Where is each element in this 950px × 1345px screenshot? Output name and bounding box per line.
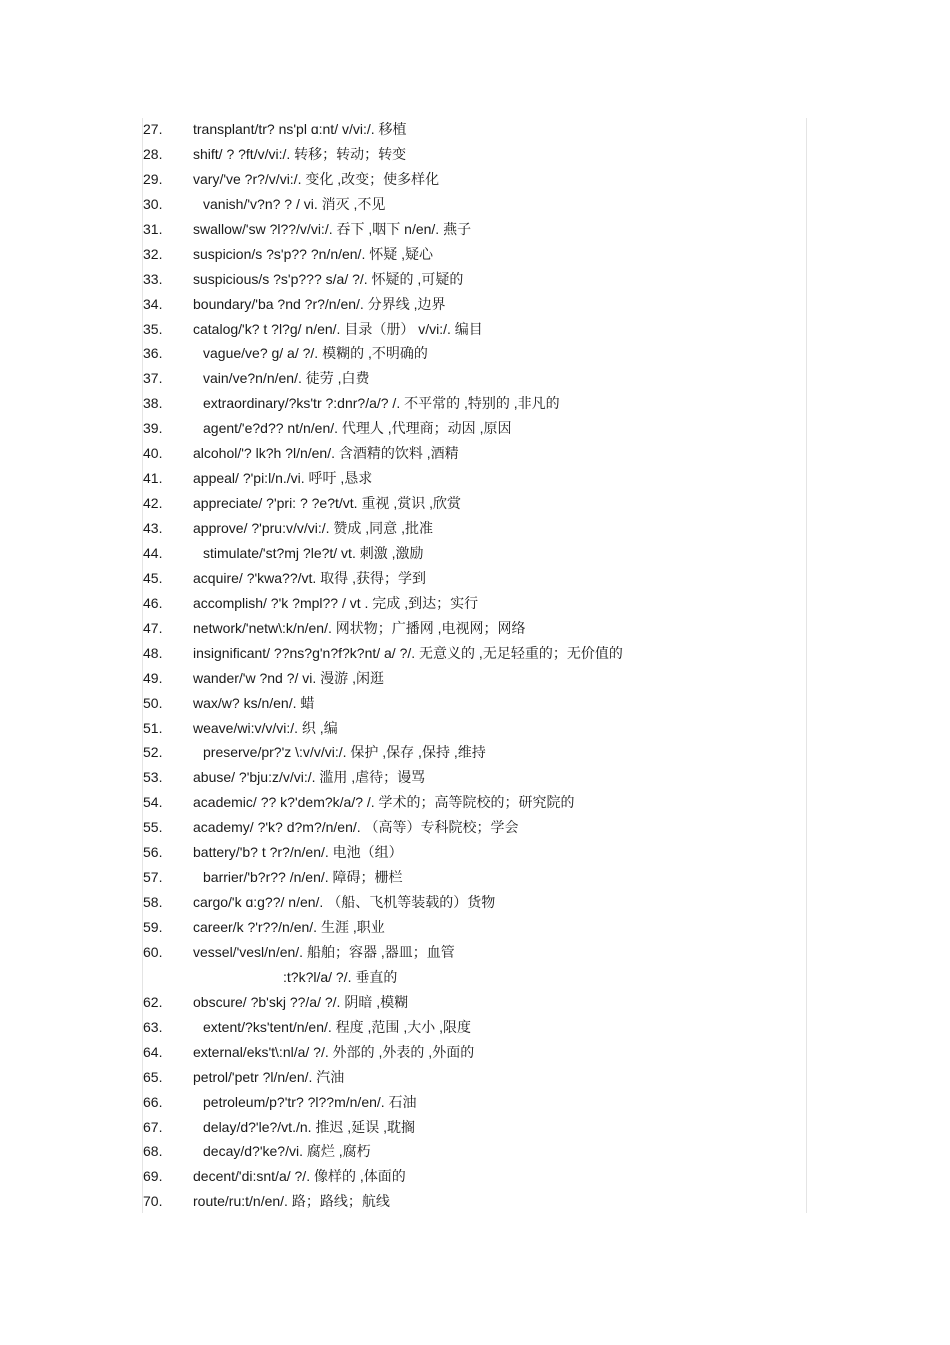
- vocab-entry: [143, 1040, 803, 1065]
- entry-number: 42.: [143, 495, 163, 512]
- entry-number: 36.: [143, 345, 163, 362]
- vocab-entry: [143, 865, 803, 890]
- vocab-entry: [143, 940, 803, 965]
- entry-number: 69.: [143, 1168, 163, 1185]
- entry-text: barrier/'b?r?? /n/en/. 障碍；栅栏: [203, 869, 403, 886]
- entry-number: 58.: [143, 894, 163, 911]
- entry-number: 68.: [143, 1143, 163, 1160]
- vocab-entry: [143, 167, 803, 192]
- vocab-entry: [143, 566, 803, 591]
- vocab-entry: [143, 317, 803, 342]
- vocab-entry: [143, 142, 803, 167]
- entry-number: 27.: [143, 121, 163, 137]
- entry-number: 39.: [143, 420, 163, 437]
- entry-number: 52.: [143, 744, 163, 761]
- entry-text: wander/'w ?nd ?/ vi. 漫游 ,闲逛: [193, 669, 384, 686]
- entry-number: 37.: [143, 370, 163, 387]
- entry-text: petrol/'petr ?l/n/en/. 汽油: [193, 1068, 345, 1085]
- entry-text: vessel/'vesl/n/en/. 船舶；容器 ,器皿；血管: [193, 943, 455, 960]
- vocab-entry: [143, 691, 803, 716]
- entry-number: 45.: [143, 569, 163, 586]
- entry-number: 34.: [143, 295, 163, 312]
- vocab-entry: [143, 591, 803, 616]
- entry-text: decay/d?'ke?/vi. 腐烂 ,腐朽: [203, 1143, 371, 1160]
- vocabulary-list: [143, 117, 803, 1214]
- entry-number: 67.: [143, 1118, 163, 1135]
- entry-text: agent/'e?d?? nt/n/en/. 代理人 ,代理商；动因 ,原因: [203, 420, 512, 437]
- entry-text: acquire/ ?'kwa??/vt. 取得 ,获得；学到: [193, 569, 426, 586]
- entry-number: 59.: [143, 919, 163, 935]
- vocab-entry: [143, 1139, 803, 1164]
- entry-number: 31.: [143, 220, 163, 237]
- entry-number: 66.: [143, 1093, 163, 1110]
- entry-number: 32.: [143, 245, 163, 262]
- entry-number: 28.: [143, 145, 163, 162]
- entry-number: 49.: [143, 669, 163, 686]
- entry-text: academic/ ?? k?'dem?k/a/? /. 学术的；高等院校的；研究院的: [193, 794, 575, 811]
- entry-text: career/k ?'r??/n/en/. 生涯 ,职业: [193, 919, 385, 935]
- vocab-entry: [143, 1065, 803, 1090]
- entry-text: catalog/'k? t ?l?g/ n/en/. 目录（册） v/vi:/. 编目: [193, 320, 483, 337]
- vocab-entry: [143, 516, 803, 541]
- entry-number: 43.: [143, 520, 163, 536]
- entry-text: stimulate/'st?mj ?le?t/ vt. 刺激 ,激励: [203, 544, 424, 561]
- entry-text: vague/ve? g/ a/ ?/. 模糊的 ,不明确的: [203, 345, 428, 362]
- vocab-entry: [143, 391, 803, 416]
- entry-text: decent/'di:snt/a/ ?/. 像样的 ,体面的: [193, 1168, 406, 1185]
- entry-text: obscure/ ?b'skj ??/a/ ?/. 阴暗 ,模糊: [193, 993, 409, 1010]
- entry-text: route/ru:t/n/en/. 路；路线；航线: [193, 1193, 390, 1210]
- entry-text: external/eks't\:nl/a/ ?/. 外部的 ,外表的 ,外面的: [193, 1043, 475, 1060]
- entry-number: 47.: [143, 619, 163, 636]
- vocab-entry: [143, 990, 803, 1015]
- vocab-entry: [143, 267, 803, 292]
- entry-number: 60.: [143, 943, 163, 960]
- vocab-entry: [143, 641, 803, 666]
- entry-text: battery/'b? t ?r?/n/en/. 电池（组）: [193, 844, 403, 861]
- vocab-entry: [143, 890, 803, 915]
- entry-number: 55.: [143, 819, 163, 836]
- entry-number: 44.: [143, 544, 163, 561]
- entry-text: extraordinary/?ks'tr ?:dnr?/a/? /. 不平常的 ,特别的 ,非凡的: [203, 395, 560, 412]
- entry-number: 51.: [143, 719, 163, 736]
- entry-text: vain/ve?n/n/en/. 徒劳 ,白费: [203, 370, 370, 387]
- entry-text: suspicious/s ?s'p??? s/a/ ?/. 怀疑的 ,可疑的: [193, 270, 464, 287]
- vocab-entry: [143, 217, 803, 242]
- entry-number: 54.: [143, 794, 163, 811]
- entry-text: preserve/pr?'z \:v/v/vi:/. 保护 ,保存 ,保持 ,维持: [203, 744, 486, 761]
- entry-text: transplant/tr? ns'pl ɑ:nt/ v/vi:/. 移植: [193, 121, 407, 137]
- vocab-entry: [143, 915, 803, 940]
- entry-text: network/'netw\:k/n/en/. 网状物；广播网 ,电视网；网络: [193, 619, 526, 636]
- entry-text: swallow/'sw ?l??/v/vi:/. 吞下 ,咽下 n/en/. 燕子: [193, 220, 472, 237]
- vocab-entry: [143, 666, 803, 691]
- vocab-entry: [143, 491, 803, 516]
- entry-text: suspicion/s ?s'p?? ?n/n/en/. 怀疑 ,疑心: [193, 245, 434, 262]
- vocab-entry: [143, 1090, 803, 1115]
- entry-text: extent/?ks'tent/n/en/. 程度 ,范围 ,大小 ,限度: [203, 1018, 471, 1035]
- entry-number: 29.: [143, 170, 163, 187]
- vocab-entry: [143, 117, 803, 142]
- entry-number: 57.: [143, 869, 163, 886]
- vocab-entry: [143, 192, 803, 217]
- vocab-entry: [143, 790, 803, 815]
- vocab-entry: [143, 740, 803, 765]
- entry-number: 50.: [143, 694, 163, 711]
- vocab-entry: [143, 765, 803, 790]
- vocab-entry: [143, 840, 803, 865]
- entry-text: academy/ ?'k? d?m?/n/en/. （高等）专科院校；学会: [193, 819, 519, 836]
- entry-number: 33.: [143, 270, 163, 287]
- entry-text: vary/'ve ?r?/v/vi:/. 变化 ,改变；使多样化: [193, 170, 440, 187]
- entry-number: 70.: [143, 1193, 163, 1210]
- entry-number: 65.: [143, 1068, 163, 1085]
- entry-number: 53.: [143, 769, 163, 786]
- entry-text: alcohol/'? lk?h ?l/n/en/. 含酒精的饮料 ,酒精: [193, 445, 459, 462]
- vocab-entry: [143, 815, 803, 840]
- entry-text: weave/wi:v/v/vi:/. 织 ,编: [193, 719, 338, 736]
- entry-text: approve/ ?'pru:v/v/vi:/. 赞成 ,同意 ,批准: [193, 520, 433, 536]
- entry-text: :t?k?l/a/ ?/. 垂直的: [283, 968, 398, 985]
- entry-text: shift/ ? ?ft/v/vi:/. 转移；转动；转变: [193, 145, 407, 162]
- vocab-entry: [143, 1164, 803, 1189]
- entry-number: 40.: [143, 445, 163, 462]
- entry-text: appeal/ ?'pi:l/n./vi. 呼吁 ,恳求: [193, 470, 373, 487]
- vocab-entry: [143, 616, 803, 641]
- vocab-entry: [143, 541, 803, 566]
- entry-text: abuse/ ?'bju:z/v/vi:/. 滥用 ,虐待；谩骂: [193, 769, 426, 786]
- vocab-entry: [143, 1115, 803, 1140]
- entry-number: 62.: [143, 993, 163, 1010]
- entry-text: appreciate/ ?'pri: ? ?e?t/vt. 重视 ,赏识 ,欣赏: [193, 495, 461, 512]
- vocab-entry: [143, 366, 803, 391]
- entry-text: vanish/'v?n? ? / vi. 消灭 ,不见: [203, 195, 386, 212]
- entry-number: 48.: [143, 644, 163, 661]
- vocab-entry: [143, 341, 803, 366]
- vocab-entry: [143, 716, 803, 741]
- entry-text: accomplish/ ?'k ?mpl?? / vt . 完成 ,到达；实行: [193, 594, 479, 611]
- entry-number: 30.: [143, 195, 163, 212]
- entry-text: petroleum/p?'tr? ?l??m/n/en/. 石油: [203, 1093, 417, 1110]
- vocab-entry: [143, 1189, 803, 1214]
- vocab-entry: [143, 1015, 803, 1040]
- entry-number: 41.: [143, 470, 163, 487]
- entry-number: 63.: [143, 1018, 163, 1035]
- entry-text: delay/d?'le?/vt./n. 推迟 ,延误 ,耽搁: [203, 1118, 415, 1135]
- vocab-entry: [143, 416, 803, 441]
- entry-number: 64.: [143, 1043, 163, 1060]
- entry-number: 38.: [143, 395, 163, 412]
- entry-number: 46.: [143, 594, 163, 611]
- entry-text: wax/w? ks/n/en/. 蜡: [193, 694, 315, 711]
- vocab-entry: [143, 242, 803, 267]
- entry-text: cargo/'k ɑ:g??/ n/en/. （船、飞机等装载的）货物: [193, 894, 496, 911]
- vocab-entry: [143, 292, 803, 317]
- vocab-entry: [143, 965, 803, 990]
- right-margin-rule: [806, 118, 807, 1213]
- vocab-entry: [143, 441, 803, 466]
- entry-text: boundary/'ba ?nd ?r?/n/en/. 分界线 ,边界: [193, 295, 446, 312]
- vocab-entry: [143, 466, 803, 491]
- entry-number: 56.: [143, 844, 163, 861]
- entry-number: 35.: [143, 320, 163, 337]
- entry-text: insignificant/ ??ns?g'n?f?k?nt/ a/ ?/. 无意义的 ,无足轻重的；无价值的: [193, 644, 623, 661]
